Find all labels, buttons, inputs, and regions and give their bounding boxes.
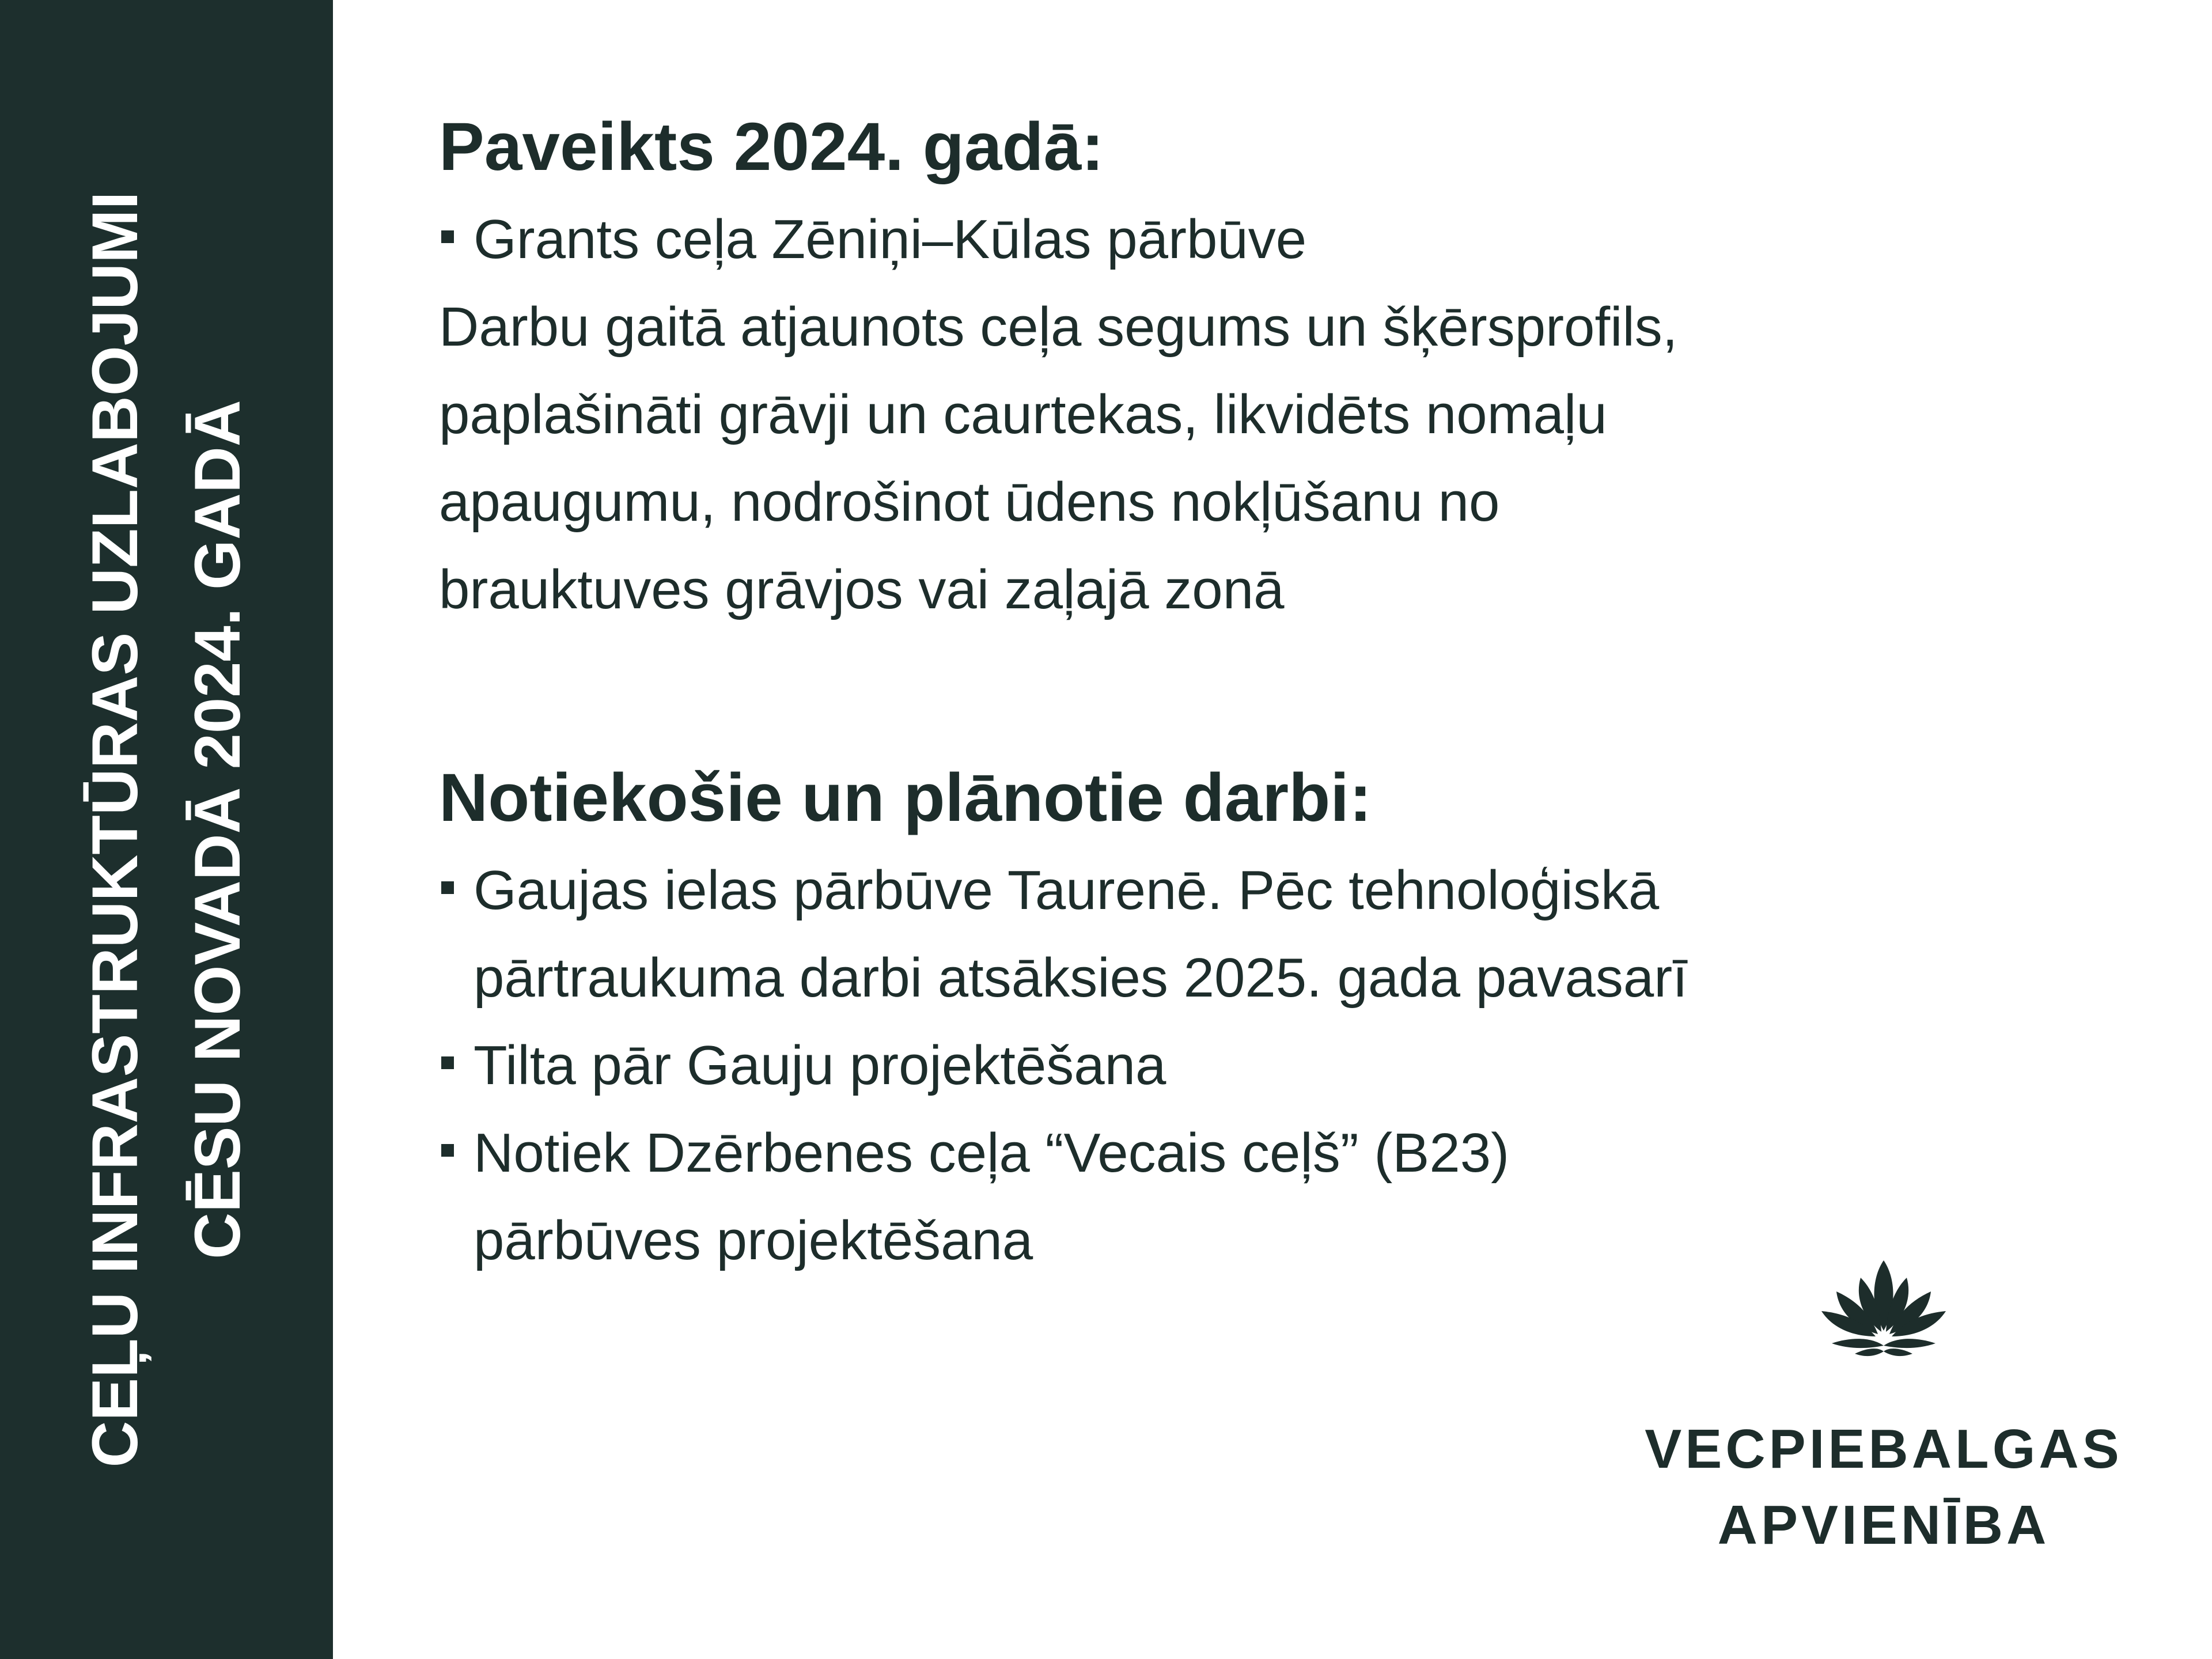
logo-text-line2: APVIENĪBA [1717,1494,2050,1556]
sidebar-title-line1: CEĻU INFRASTRUKTŪRAS UZLABOJUMI [79,191,151,1468]
section-done-description [439,283,1850,634]
lotus-icon [1820,1256,1947,1359]
main-content [439,104,1850,1285]
list-item-line: pārbūves projektēšana [474,1210,1033,1271]
list-item-line: Notiek Dzērbenes ceļa “Vecais ceļš” (B23) [474,1122,1510,1184]
description-line: paplašināti grāvji un caurtekas, likvidēts nomaļu [439,384,1607,445]
section-planned-heading: Notiekošie un plānotie darbi: [439,760,1372,836]
description-line: apaugumu, nodrošinot ūdens nokļūšanu no [439,471,1500,533]
section-done [439,104,1850,634]
description-line: brauktuves grāvjos vai zaļajā zonā [439,559,1285,620]
list-item-line: Gaujas ielas pārbūve Taurenē. Pēc tehnoloģiskā [474,859,1660,921]
sidebar [0,0,333,1659]
list-item [439,1022,1850,1109]
section-done-heading: Paveikts 2024. gadā: [439,109,1104,185]
list-item-line: pārtraukuma darbi atsāksies 2025. gada pavasarī [474,947,1688,1009]
list-item: Grants ceļa Zēniņi–Kūlas pārbūve [439,196,1850,283]
section-planned-list [439,847,1850,1285]
section-done-list [439,196,1850,283]
description-line: Darbu gaitā atjaunots ceļa segums un šķērsprofils, [439,296,1678,358]
logo-text-line1: VECPIEBALGAS [1645,1418,2123,1480]
logo [1636,1256,2131,1563]
sidebar-title-line2: CĒSU NOVADĀ 2024. GADĀ [181,400,253,1259]
list-item [439,847,1850,1022]
list-item-line: Tilta pār Gauju projektēšana [474,1035,1166,1096]
sidebar-title [64,92,269,1567]
section-planned [439,755,1850,1285]
